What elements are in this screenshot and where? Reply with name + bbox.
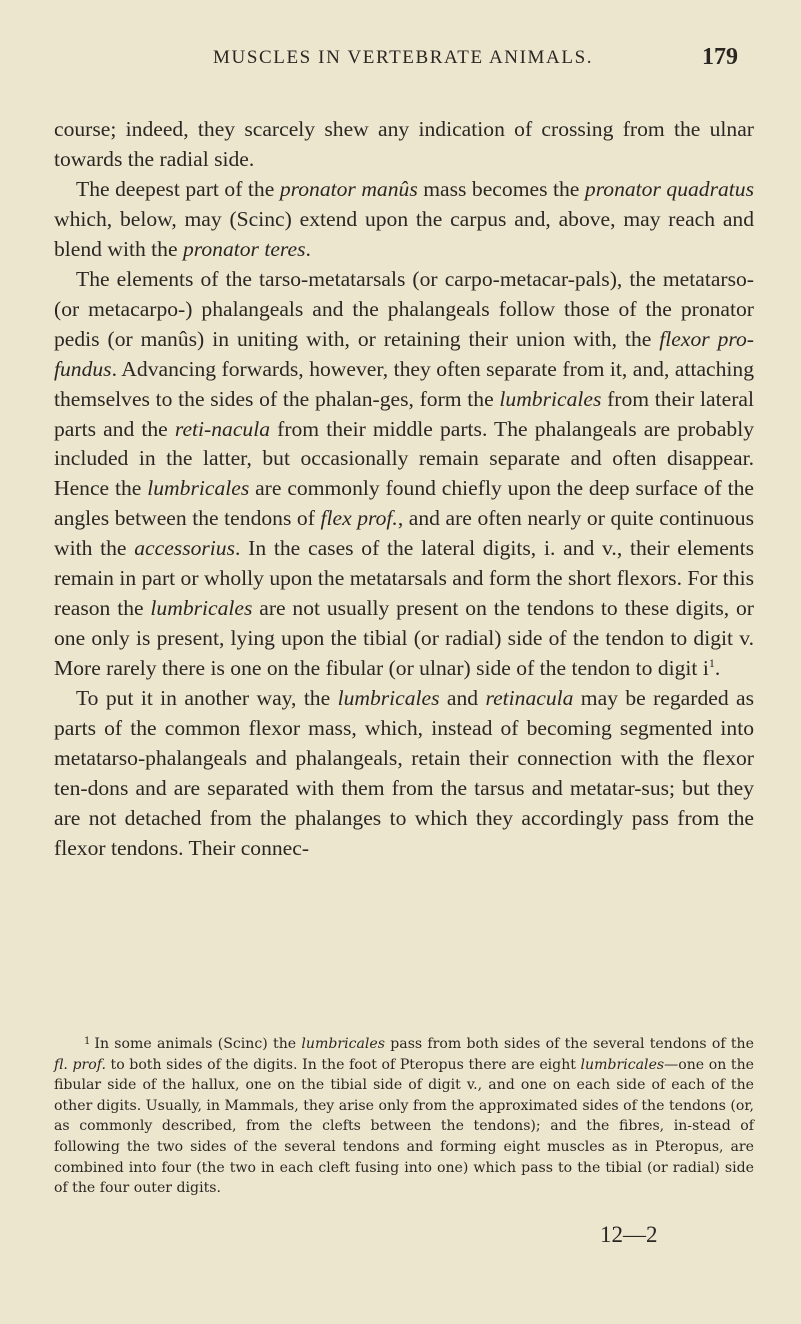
- paragraph-3: The elements of the tarso-metatarsals (or carpo-metacar-pals), the metatarso- (or metacarpo-) phalangeals and the phalangeals follow those of the pronator pedis (or manûs) in uniting with, or retaining their union with, the flexor pro-fundus. Advancing forwards, however, they often separate from it, and, attaching themselves to the sides of the phalan-ges, form the lumbricales from their lateral parts and the reti-nacula from their middle parts. The phalangeals are probably included in the latter, but occasionally remain separate and often disappear. Hence the lumbricales are commonly found chiefly upon the deep surface of the angles between the tendons of flex prof., and are often nearly or quite continuous with the accessorius. In the cases of the lateral digits, i. and v., their elements remain in part or wholly upon the metatarsals and form the short flexors. For this reason the lumbricales are not usually present on the tendons to these digits, or one only is present, lying upon the tibial (or radial) side of the tendon to digit v. More rarely there is one on the fibular (or ulnar) side of the tendon to digit $i^1$.: [54, 266, 755, 681]
- footnote-reference[interactable]: 1: [708, 655, 715, 670]
- page-header: [110, 44, 750, 87]
- footnote: $^1$ In some animals (Scinc) the lumbricales pass from both sides of the several tendons of the fl. prof. to both sides of the digits. In the foot of Pteropus there are eight lumbricales—one on the fibular side of the hallux, one on the tibial side of digit v., and one on each side of each of the other digits. Usually, in Mammals, they arise only from the approximated sides of the tendons (or, as commonly described, from the clefts between the tendons); and the fibres, in-stead of following the two sides of the several tendons and forming eight muscles as in Pteropus, are combined into four (the two in each cleft fusing into one) which pass to the tibial (or radial) side of the four outer digits.: [54, 1036, 754, 1197]
- footnote-mark: 1: [84, 1036, 91, 1047]
- paragraph-2: The deepest part of the pronator manûs mass becomes the pronator quadratus which, below, may (Scinc) extend upon the carpus and, above, may reach and blend with the pronator teres.: [54, 176, 754, 261]
- running-title: MUSCLES IN VERTEBRATE ANIMALS.: [213, 47, 594, 68]
- signature-mark: 12—2: [600, 1222, 658, 1247]
- paragraph-1: course; indeed, they scarcely shew any indication of crossing from the ulnar towards the radial side.: [54, 117, 754, 171]
- page-number: 179: [702, 44, 738, 70]
- body-text: [54, 115, 754, 864]
- paragraph-4: To put it in another way, the lumbricales and retinacula may be regarded as parts of the common flexor mass, which, instead of becoming segmented into metatarso-phalangeals and phalangeals, retain their connection with the flexor ten-dons and are separated with them from the tarsus and metatar-sus; but they are not detached from the phalanges to which they accordingly pass from the flexor tendons. Their connec-: [54, 686, 754, 860]
